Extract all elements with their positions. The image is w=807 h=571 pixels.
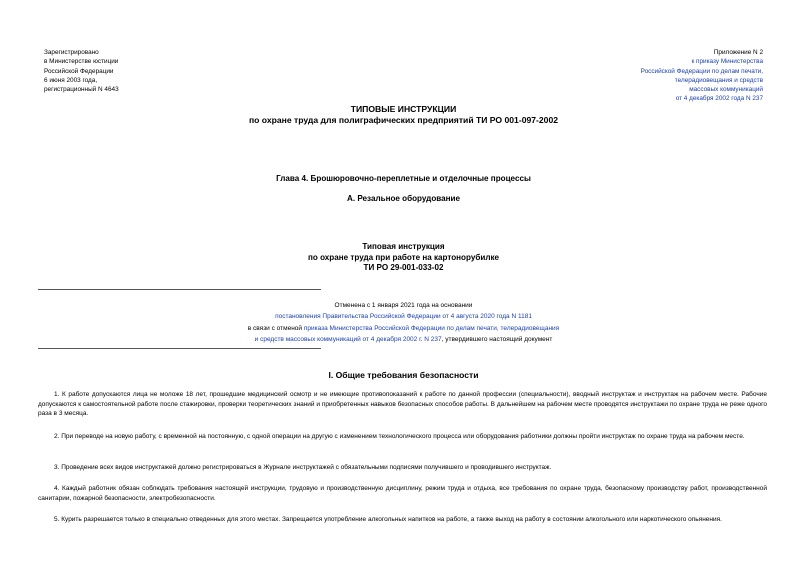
paragraph: 5. Курить разрешается только в специально отведенных для этого местах. Запрещается употребление алкогольных напитков на работе, а также выход на работу в состоянии алкогольного или наркотического опьянения.: [54, 516, 722, 523]
appendix-note: [641, 48, 763, 104]
registration-line: в Министерстве юстиции: [44, 58, 119, 66]
paragraph: 1. К работе допускаются лица не моложе 18 лет, прошедшие медицинский осмотр и не имеющие противопоказаний к работе по данной профессии (специальности), вводный инструктаж и инструктаж на рабочем месте. Рабочие допускаются к самостоятельной работе после стажировки, проверки теоретических знаний и приобретенных навыков безопасных способов работы. В дальнейшем на рабочем месте проводятся инструктажи по охране труда не реже одного раза в 3 месяца.: [38, 391, 767, 418]
instruction-title: Типовая инструкция: [362, 242, 445, 251]
instruction-code: ТИ РО 29-001-033-02: [363, 263, 444, 272]
divider-bottom: [38, 348, 321, 349]
section-1-title: I. Общие требования безопасности: [328, 370, 479, 380]
cancellation-prefix: в связи с отменой: [247, 324, 304, 332]
cancellation-line: Отменена с 1 января 2021 года на основании: [334, 302, 473, 309]
section-a-title: А. Резальное оборудование: [347, 194, 460, 203]
registration-line: 6 июня 2003 года,: [44, 76, 98, 84]
cancellation-link-order-cont[interactable]: и средств массовых коммуникаций от 4 декабря 2002 г. N 237: [254, 335, 442, 343]
instruction-heading: [0, 242, 807, 274]
registration-line: регистрационный N 4643: [44, 86, 119, 94]
cancellation-suffix: , утвердившего настоящий документ: [441, 335, 553, 343]
appendix-link-line[interactable]: от 4 декабря 2002 года N 237: [675, 95, 763, 103]
heading-subtitle: по охране труда для полиграфических предприятий ТИ РО 001-097-2002: [248, 115, 559, 125]
document-heading: [0, 104, 807, 126]
cancellation-link-decree[interactable]: постановления Правительства Российской Федерации от 4 августа 2020 года N 1181: [275, 313, 532, 321]
paragraph: 3. Проведение всех видов инструктажей должно регистрироваться в Журнале инструктажей с обязательными подписями получившего и проводившего инструктаж.: [54, 464, 552, 471]
appendix-link-line[interactable]: к приказу Министерства: [691, 58, 763, 66]
paragraph: 2. При переводе на новую работу, с временной на постоянную, с одной операции на другую с изменением технологического процесса или оборудования работники должны пройти инструктаж по охране труда на рабочем месте.: [54, 433, 745, 440]
cancellation-line: [0, 334, 807, 345]
registration-line: Зарегистрировано: [44, 49, 99, 56]
registration-line: Российской Федерации: [44, 67, 114, 75]
chapter-title: Глава 4. Брошюровочно-переплетные и отделочные процессы: [276, 174, 531, 183]
instruction-subject: по охране труда при работе на картонорубилке: [307, 252, 500, 262]
heading-title: ТИПОВЫЕ ИНСТРУКЦИИ: [350, 104, 457, 114]
cancellation-note: [0, 300, 807, 345]
appendix-link-line[interactable]: Российской Федерации по делам печати,: [640, 67, 763, 75]
registration-note: [44, 48, 119, 94]
cancellation-line: [0, 323, 807, 334]
appendix-title: Приложение N 2: [713, 49, 763, 56]
cancellation-link-order[interactable]: приказа Министерства Российской Федерации по делам печати, телерадиовещания: [303, 324, 560, 332]
appendix-link-line[interactable]: телерадиовещания и средств: [674, 76, 763, 84]
divider-top: [38, 289, 321, 290]
appendix-link-line[interactable]: массовых коммуникаций: [689, 86, 763, 94]
paragraph: 4. Каждый работник обязан соблюдать требования настоящей инструкции, трудовую и производственную дисциплину, режим труда и отдыха, все требования по охране труда, безопасному производству работ, производственной санитарии, пожарной безопасности, электробезопасности.: [38, 485, 767, 502]
